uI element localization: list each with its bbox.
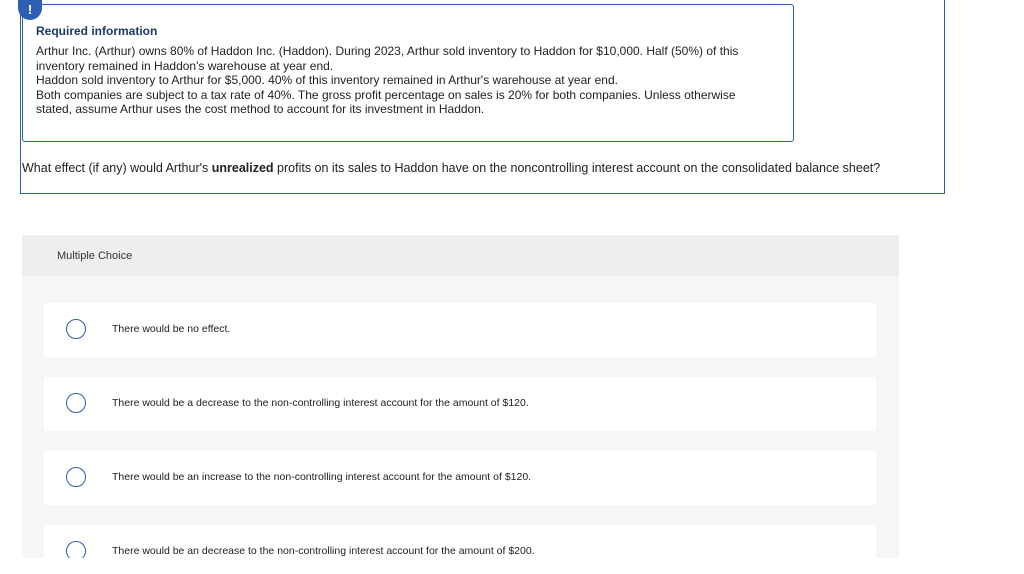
alert-icon: ! <box>18 0 42 20</box>
info-line: Both companies are subject to a tax rate of 40%. The gross profit percentage on sales is 20% for both companies. Unless otherwise stated, assume Arthur uses the cost method to account for its investment in Haddon. <box>36 87 736 116</box>
info-body <box>36 44 756 117</box>
choice-label: There would be a decrease to the non-controlling interest account for the amount of $120. <box>112 397 529 409</box>
choice-label: There would be an increase to the non-controlling interest account for the amount of $120. <box>112 471 532 483</box>
info-line: Haddon sold inventory to Arthur for $5,000. 40% of this inventory remained in Arthur's warehouse at year end. <box>36 73 618 87</box>
question-emphasis: unrealized <box>211 161 274 175</box>
radio-button[interactable] <box>66 393 86 413</box>
choice-option-1[interactable] <box>44 303 876 357</box>
choice-label: There would be an decrease to the non-controlling interest account for the amount of $200. <box>112 545 535 557</box>
multiple-choice-label: Multiple Choice <box>57 250 133 262</box>
multiple-choice-panel <box>22 235 899 558</box>
radio-button[interactable] <box>66 541 86 558</box>
info-line: Arthur Inc. (Arthur) owns 80% of Haddon Inc. (Haddon). During 2023, Arthur sold inventory to Haddon for $10,000. Half (50%) of this inventory remained in Haddon's warehouse at year end. <box>36 44 739 73</box>
question-prompt <box>22 160 902 177</box>
choice-label: There would be no effect. <box>112 323 231 335</box>
radio-button[interactable] <box>66 467 86 487</box>
choice-option-2[interactable] <box>44 377 876 431</box>
question-text-before: What effect (if any) would Arthur's <box>22 161 212 175</box>
question-text-after: profits on its sales to Haddon have on the noncontrolling interest account on the consolidated balance sheet? <box>273 161 881 175</box>
choice-option-3[interactable] <box>44 451 876 505</box>
radio-button[interactable] <box>66 319 86 339</box>
choice-option-4[interactable] <box>44 525 876 558</box>
info-title: Required information <box>36 24 158 38</box>
multiple-choice-header <box>22 235 899 276</box>
